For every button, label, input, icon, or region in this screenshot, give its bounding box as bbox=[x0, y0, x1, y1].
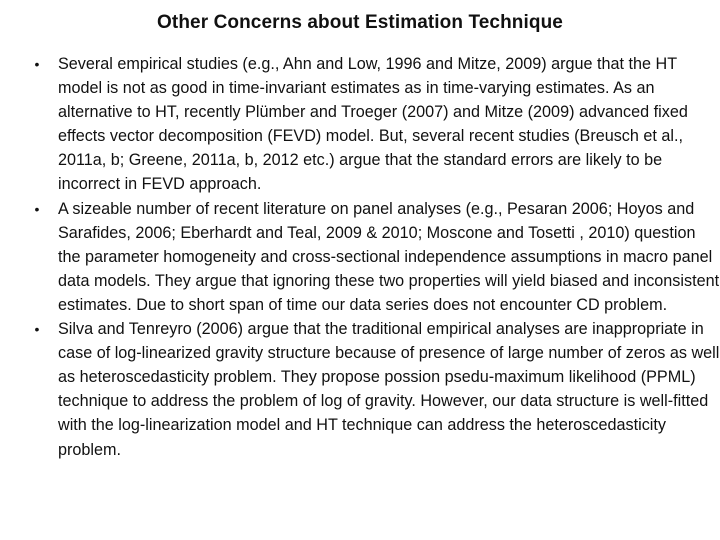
bullet-item bbox=[30, 317, 720, 462]
bullet-item bbox=[30, 197, 720, 317]
bullet-text: Several empirical studies (e.g., Ahn and Low, 1996 and Mitze, 2009) argue that the HT model is not as good in time-invariant estimates as in time-varying estimates. As an alternative to HT, recently Plümber and Troeger (2007) and Mitze (2009) advanced fixed effects vector decomposition (FEVD) model. But, several recent studies (Breusch et al., 2011a, b; Greene, 2011a, b, 2012 etc.) argue that the standard errors are likely to be incorrect in FEVD approach. bbox=[58, 55, 688, 194]
bullet-dot-icon: • bbox=[34, 321, 40, 338]
bullet-dot-icon: • bbox=[34, 56, 40, 72]
bullet-dot-icon: • bbox=[34, 200, 40, 217]
bullet-text: Silva and Tenreyro (2006) argue that the traditional empirical analyses are inappropriate in case of log-linearized gravity structure because of presence of large number of zeros as well as heteroscedasticity problem. They propose possion psedu-maximum likelihood (PPML) technique to address the problem of log of gravity. However, our data structure is well-fitted with the log-linearization model and HT technique can address the heteroscedasticity problem. bbox=[58, 320, 720, 459]
slide-title: Other Concerns about Estimation Technique bbox=[157, 12, 563, 33]
bullet-list bbox=[30, 52, 720, 462]
bullet-text: A sizeable number of recent literature on panel analyses (e.g., Pesaran 2006; Hoyos and Sarafides, 2006; Eberhardt and Teal, 2009 & 2010; Moscone and Tosetti , 2010) question the parameter homogeneity and cross-sectional independence assumptions in macro panel data models. They argue that ignoring these two properties will yield biased and inconsistent estimates. Due to short span of time our data series does not encounter CD problem. bbox=[58, 199, 720, 314]
bullet-item bbox=[30, 52, 720, 197]
